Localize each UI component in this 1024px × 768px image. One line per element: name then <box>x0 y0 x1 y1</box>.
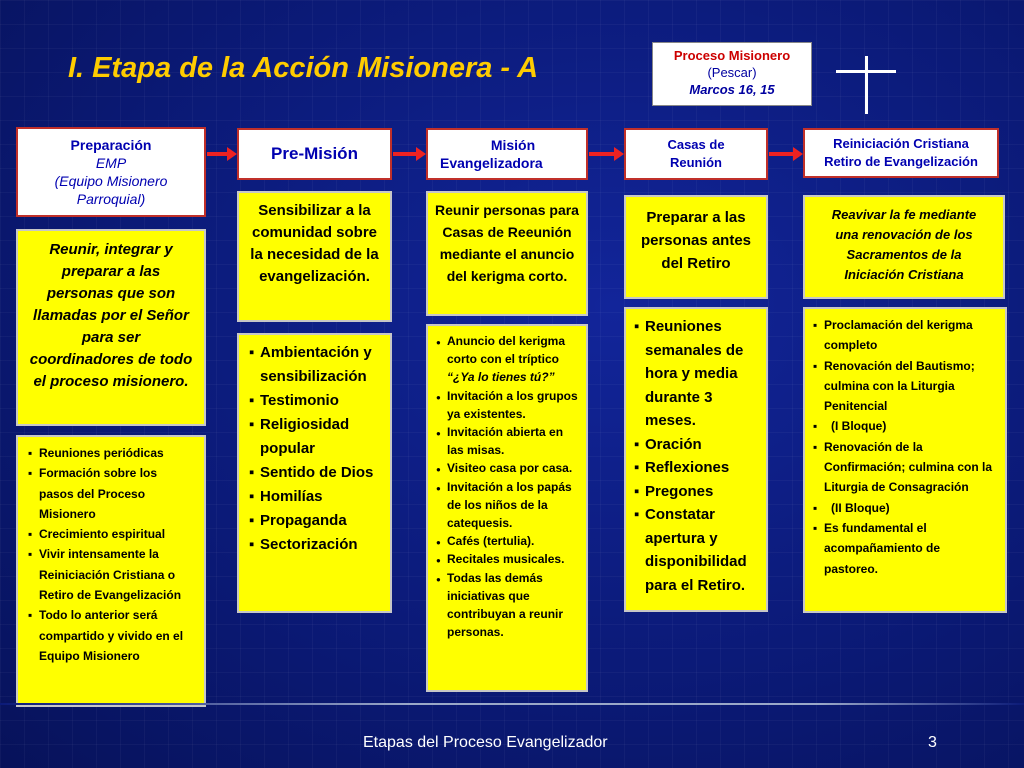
list-item: ▪ Reflexiones <box>634 456 758 480</box>
list-item: ▪ (I Bloque) <box>813 416 997 436</box>
cross-icon <box>836 56 896 114</box>
list-item: ▪ Reuniones semanales de hora y media durante 3 meses. <box>634 315 758 433</box>
list-item: ▪ Formación sobre los pasos del Proceso Misionero <box>28 463 194 524</box>
list-item: ▪ Vivir intensamente la Reiniciación Cristiana o Retiro de Evangelización <box>28 544 194 605</box>
items-reiniciacion-cristiana <box>803 307 1007 613</box>
header-mision-evangelizadora <box>426 128 588 180</box>
list-item: ▪ Renovación del Bautismo; culmina con la Liturgia Penitencial <box>813 356 997 417</box>
list-item-text: Anuncio del kerigma corto con el tríptico <box>447 334 566 367</box>
items-preparacion <box>16 435 206 707</box>
page-number: 3 <box>928 734 937 751</box>
reference-line-1: Proceso Misionero <box>673 48 791 63</box>
header-line: Reunión <box>670 155 722 170</box>
header-line: (Equipo Misionero <box>54 173 168 189</box>
list-item: ▪ Sentido de Dios <box>249 461 380 485</box>
reference-box <box>652 42 812 106</box>
header-line: Pre-Misión <box>271 144 358 163</box>
list-item: ● Visiteo casa por casa. <box>436 459 578 477</box>
header-line: Reiniciación Cristiana <box>833 136 969 151</box>
list-item: ▪ Crecimiento espiritual <box>28 524 194 544</box>
items-casas-de-reunion <box>624 307 768 612</box>
description-casas-de-reunion: Preparar a las personas antes del Retiro <box>624 195 768 299</box>
list-item: ● Cafés (tertulia). <box>436 532 578 550</box>
list-item: ● Invitación a los grupos ya existentes. <box>436 387 578 423</box>
header-preparacion <box>16 127 206 217</box>
header-line: Retiro de Evangelización <box>824 154 978 169</box>
items-mision-evangelizadora <box>426 324 588 692</box>
list-item: ▪ Reuniones periódicas <box>28 443 194 463</box>
list-item: ▪ (II Bloque) <box>813 498 997 518</box>
list-item: ▪ Oración <box>634 433 758 457</box>
header-reiniciacion-cristiana <box>803 128 999 178</box>
list-item: ● Invitación abierta en las misas. <box>436 423 578 459</box>
list-item: ▪ Propaganda <box>249 509 380 533</box>
description-reiniciacion-cristiana: Reavivar la fe mediante una renovación de los Sacramentos de la Iniciación Cristiana <box>803 195 1005 299</box>
header-line: Parroquial) <box>76 191 146 207</box>
list-item: ▪ Constatar apertura y disponibilidad para el Retiro. <box>634 503 758 597</box>
header-line: EMP <box>95 155 127 171</box>
list-item: ● Invitación a los papás de los niños de la catequesis. <box>436 478 578 533</box>
list-item: ▪ Ambientación y sensibilización <box>249 341 380 389</box>
list-item: ● Recitales musicales. <box>436 550 578 568</box>
arrow-connector <box>769 152 795 156</box>
list-item: ● Todas las demás iniciativas que contribuyan a reunir personas. <box>436 569 578 642</box>
header-line: Evangelizadora <box>440 155 543 171</box>
list-item: ▪ Proclamación del kerigma completo <box>813 315 997 356</box>
list-item: ▪ Renovación de la Confirmación; culmina con la Liturgia de Consagración <box>813 437 997 498</box>
list-item: ▪ Homilías <box>249 485 380 509</box>
description-mision-evangelizadora: Reunir personas para Casas de Reeunión mediante el anuncio del kerigma corto. <box>426 191 588 316</box>
reference-line-2: (Pescar) <box>707 65 757 80</box>
footer-title: Etapas del Proceso Evangelizador <box>363 734 608 751</box>
list-item <box>436 332 578 387</box>
header-line: Preparación <box>70 137 152 153</box>
list-item: ▪ Todo lo anterior será compartido y vivido en el Equipo Misionero <box>28 605 194 666</box>
arrow-connector <box>393 152 418 156</box>
list-item: ▪ Testimonio <box>249 389 380 413</box>
list-item-quote: “¿Ya lo tienes tú?” <box>447 370 555 385</box>
arrow-connector <box>589 152 616 156</box>
reference-line-3: Marcos 16, 15 <box>689 82 775 97</box>
list-item: ▪ Pregones <box>634 480 758 504</box>
slide-title: I. Etapa de la Acción Misionera - A <box>68 52 539 84</box>
footer-divider <box>0 703 1024 705</box>
arrow-connector <box>207 152 229 156</box>
list-item: ▪ Sectorización <box>249 533 380 557</box>
list-item: ▪ Es fundamental el acompañamiento de pastoreo. <box>813 518 997 579</box>
list-item: ▪ Religiosidad popular <box>249 413 380 461</box>
description-preparacion: Reunir, integrar y preparar a las personas que son llamadas por el Señor para ser coordinadores de todo el proceso misionero. <box>16 229 206 426</box>
items-pre-mision <box>237 333 392 613</box>
header-line: Casas de <box>667 137 725 152</box>
header-casas-de-reunion <box>624 128 768 180</box>
header-pre-mision <box>237 128 392 180</box>
description-pre-mision: Sensibilizar a la comunidad sobre la necesidad de la evangelización. <box>237 191 392 322</box>
header-line: Misión <box>490 137 536 153</box>
